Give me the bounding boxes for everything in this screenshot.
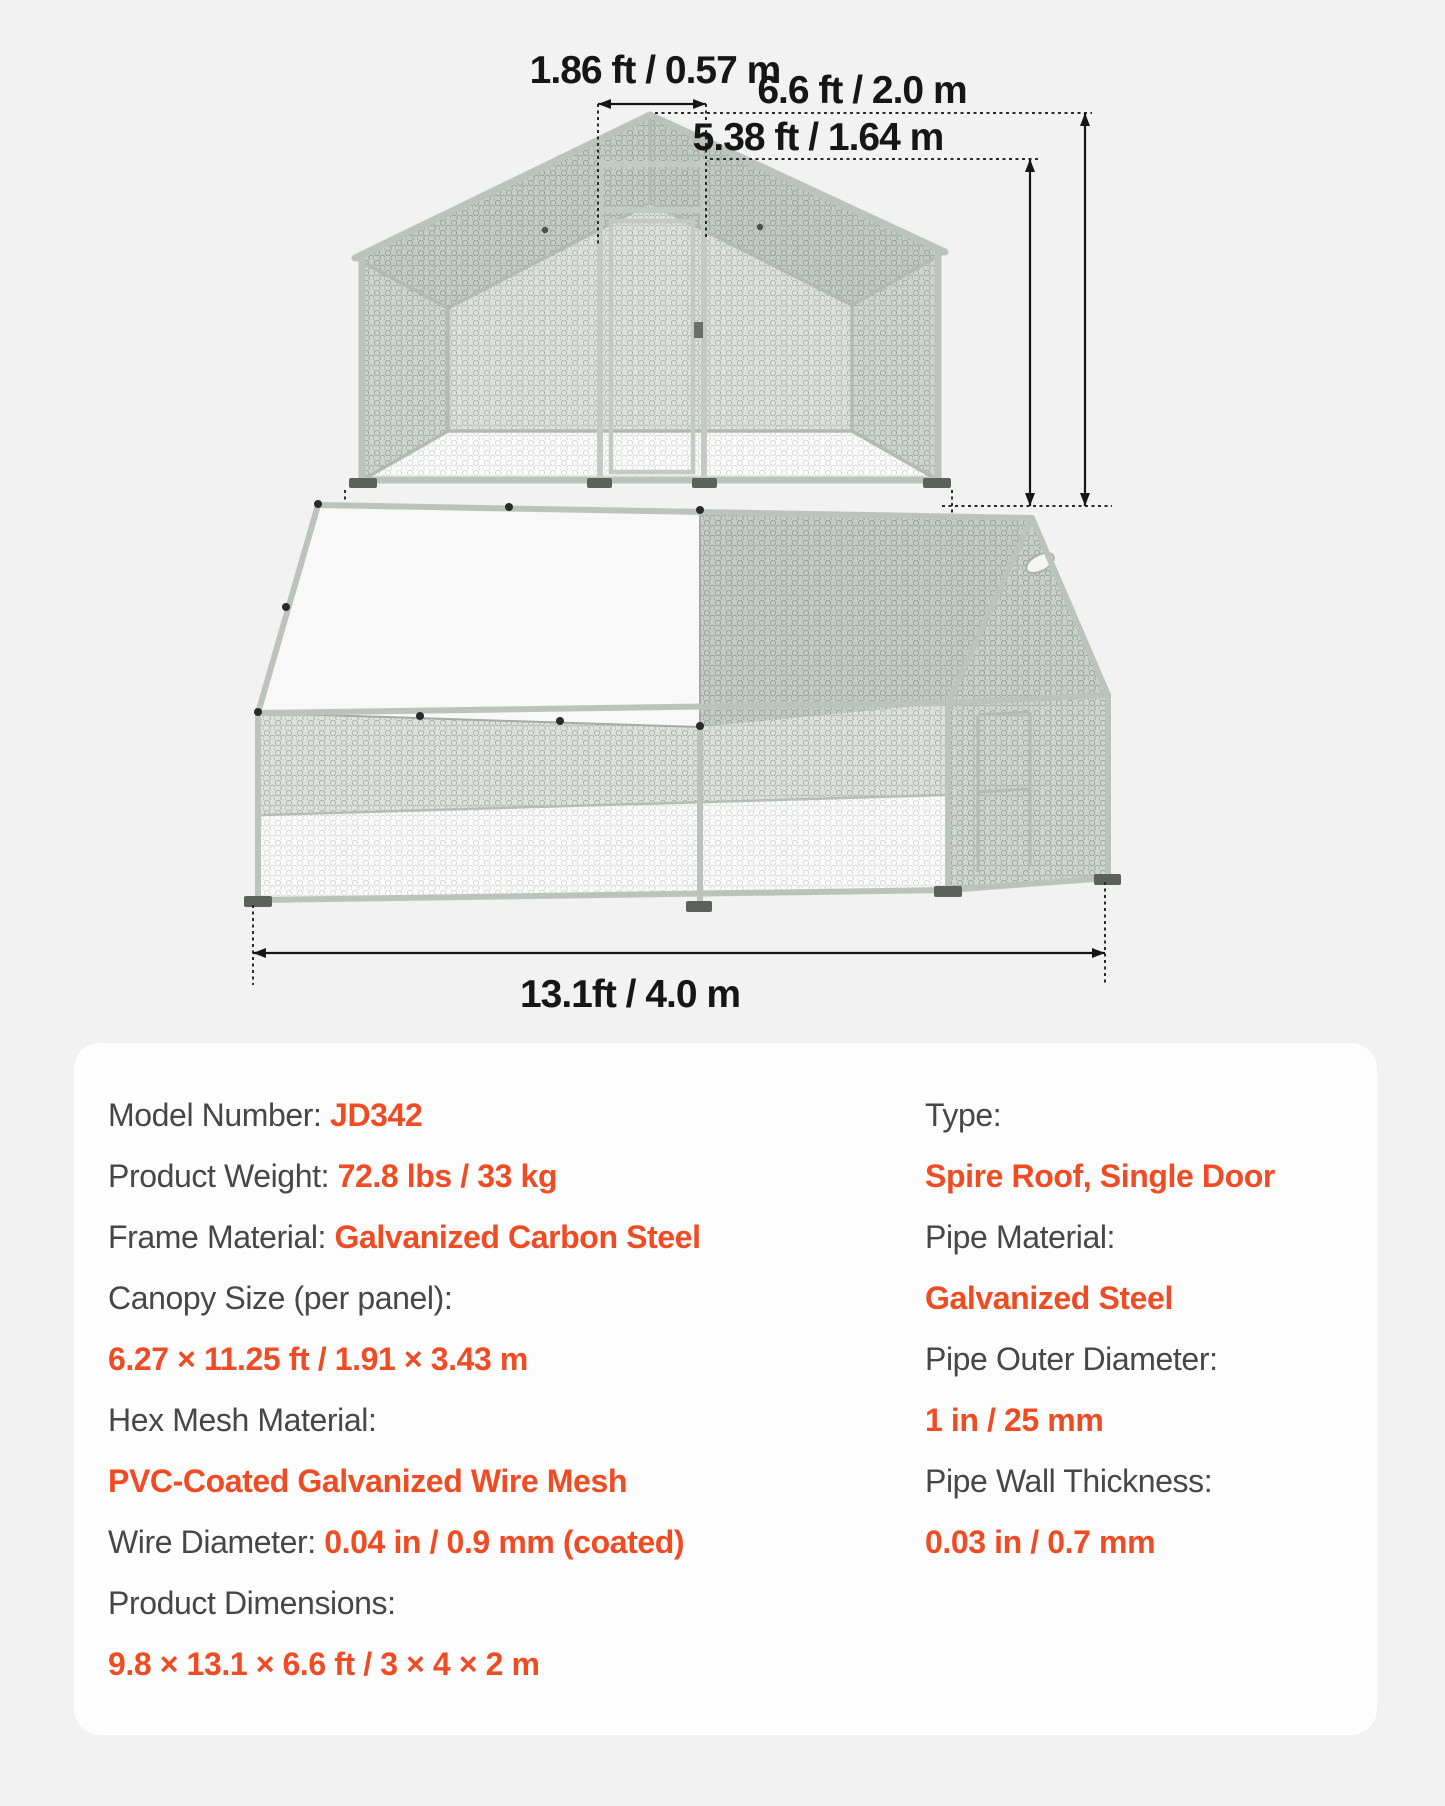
- spec-value: Galvanized Steel: [925, 1280, 1173, 1316]
- dim-length-label: 13.1ft / 4.0 m: [519, 973, 741, 1010]
- canopy-panel: [258, 505, 700, 727]
- spec-row: [108, 1451, 888, 1512]
- spec-row: [925, 1085, 1355, 1146]
- spec-value: Spire Roof, Single Door: [925, 1158, 1275, 1194]
- spec-value: PVC-Coated Galvanized Wire Mesh: [108, 1463, 627, 1499]
- spec-label: Product Dimensions:: [108, 1585, 396, 1621]
- spec-value: 0.03 in / 0.7 mm: [925, 1524, 1156, 1560]
- spec-value: Galvanized Carbon Steel: [334, 1219, 701, 1255]
- spec-row: [108, 1146, 888, 1207]
- spec-label: Type:: [925, 1097, 1002, 1133]
- dim-top-width-label: 1.86 ft / 0.57 m: [529, 49, 781, 92]
- spec-value: 1 in / 25 mm: [925, 1402, 1104, 1438]
- spec-row: [108, 1512, 888, 1573]
- spec-label: Pipe Wall Thickness:: [925, 1463, 1213, 1499]
- spec-row: [925, 1268, 1355, 1329]
- spec-row: [925, 1207, 1355, 1268]
- spec-value: 72.8 lbs / 33 kg: [337, 1158, 558, 1194]
- spec-label: Product Weight:: [108, 1158, 338, 1194]
- spec-row: [108, 1207, 888, 1268]
- spec-row: [108, 1329, 888, 1390]
- spec-label: Canopy Size (per panel):: [108, 1280, 453, 1316]
- specs-card: [74, 1043, 1377, 1735]
- spec-value: JD342: [330, 1097, 423, 1133]
- spec-row: [108, 1268, 888, 1329]
- spec-value: 9.8 × 13.1 × 6.6 ft / 3 × 4 × 2 m: [108, 1646, 540, 1682]
- spec-label: Wire Diameter:: [108, 1524, 325, 1560]
- specs-column-right: [925, 1085, 1355, 1573]
- specs-column-left: [108, 1085, 888, 1695]
- spec-label: Pipe Outer Diameter:: [925, 1341, 1218, 1377]
- spec-row: [925, 1390, 1355, 1451]
- perspective-view-diagram: [244, 500, 1121, 912]
- spec-row: [925, 1512, 1355, 1573]
- spec-row: [108, 1085, 888, 1146]
- spec-label: Hex Mesh Material:: [108, 1402, 377, 1438]
- spec-row: [925, 1146, 1355, 1207]
- spec-row: [925, 1451, 1355, 1512]
- spec-row: [108, 1573, 888, 1634]
- dim-door-height-label: 5.38 ft / 1.64 m: [692, 116, 944, 159]
- spec-row: [925, 1329, 1355, 1390]
- dim-total-height-label: 6.6 ft / 2.0 m: [757, 69, 967, 112]
- door-latch: [694, 322, 703, 338]
- spec-label: Model Number:: [108, 1097, 331, 1133]
- spec-row: [108, 1390, 888, 1451]
- spec-value: 0.04 in / 0.9 mm (coated): [324, 1524, 685, 1560]
- spec-label: Frame Material:: [108, 1219, 335, 1255]
- spec-value: 6.27 × 11.25 ft / 1.91 × 3.43 m: [108, 1341, 528, 1377]
- spec-row: [108, 1634, 888, 1695]
- front-view-diagram: [349, 115, 951, 488]
- spec-label: Pipe Material:: [925, 1219, 1116, 1255]
